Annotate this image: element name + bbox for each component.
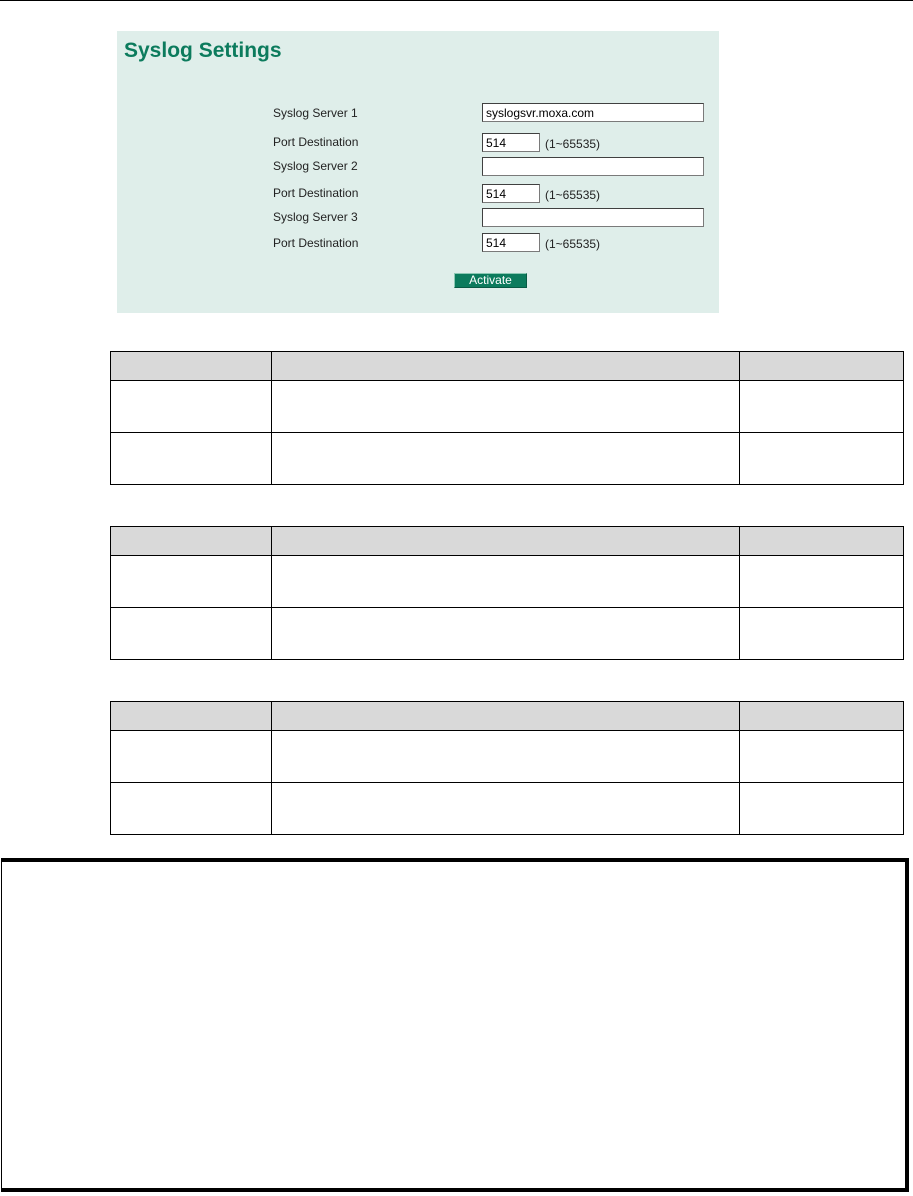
table-header-cell [739, 527, 903, 556]
table-cell [272, 433, 740, 485]
table-cell [739, 433, 903, 485]
table-cell [739, 608, 903, 660]
page-top-rule [0, 0, 913, 1]
port-range-hint-3: (1~65535) [545, 237, 601, 251]
table-cell [739, 381, 903, 433]
port-destination-2-input[interactable] [482, 184, 540, 203]
table-row [111, 608, 904, 660]
syslog-settings-panel [117, 31, 719, 313]
table-header-row [111, 527, 904, 556]
table-header-cell [272, 352, 740, 381]
port-range-hint-1: (1~65535) [545, 137, 601, 151]
table-header-cell [739, 702, 903, 731]
note-box [1, 858, 909, 1192]
syslog-server-3-label: Syslog Server 3 [273, 210, 358, 224]
table-cell [272, 783, 740, 835]
table-cell [739, 731, 903, 783]
syslog-server-2-input[interactable] [482, 157, 704, 176]
table-cell [739, 783, 903, 835]
page-title: Syslog Settings [124, 39, 282, 62]
table-header-cell [111, 352, 272, 381]
port-destination-3-input[interactable] [482, 233, 540, 252]
table-row [111, 783, 904, 835]
table-header-cell [739, 352, 903, 381]
table-row [111, 556, 904, 608]
syslog-server-1-label: Syslog Server 1 [273, 106, 358, 120]
table-cell [111, 731, 272, 783]
port-destination-2-label: Port Destination [273, 186, 359, 200]
settings-table-1 [110, 351, 904, 485]
port-destination-1-input[interactable] [482, 133, 540, 152]
port-destination-3-label: Port Destination [273, 236, 359, 250]
table-header-row [111, 352, 904, 381]
table-cell [272, 608, 740, 660]
table-cell [111, 556, 272, 608]
table-cell [111, 608, 272, 660]
table-header-row [111, 702, 904, 731]
settings-table-3 [110, 701, 904, 835]
table-cell [111, 783, 272, 835]
syslog-server-3-input[interactable] [482, 208, 704, 227]
table-cell [111, 433, 272, 485]
table-row [111, 731, 904, 783]
table-header-cell [272, 527, 740, 556]
table-cell [739, 556, 903, 608]
table-row [111, 381, 904, 433]
table-cell [272, 381, 740, 433]
table-row [111, 433, 904, 485]
table-cell [272, 556, 740, 608]
settings-table-2 [110, 526, 904, 660]
syslog-server-1-input[interactable] [482, 103, 704, 122]
table-header-cell [111, 527, 272, 556]
port-range-hint-2: (1~65535) [545, 188, 601, 202]
table-header-cell [272, 702, 740, 731]
table-cell [272, 731, 740, 783]
table-cell [111, 381, 272, 433]
activate-button[interactable]: Activate [454, 273, 527, 288]
syslog-server-2-label: Syslog Server 2 [273, 159, 358, 173]
port-destination-1-label: Port Destination [273, 135, 359, 149]
table-header-cell [111, 702, 272, 731]
